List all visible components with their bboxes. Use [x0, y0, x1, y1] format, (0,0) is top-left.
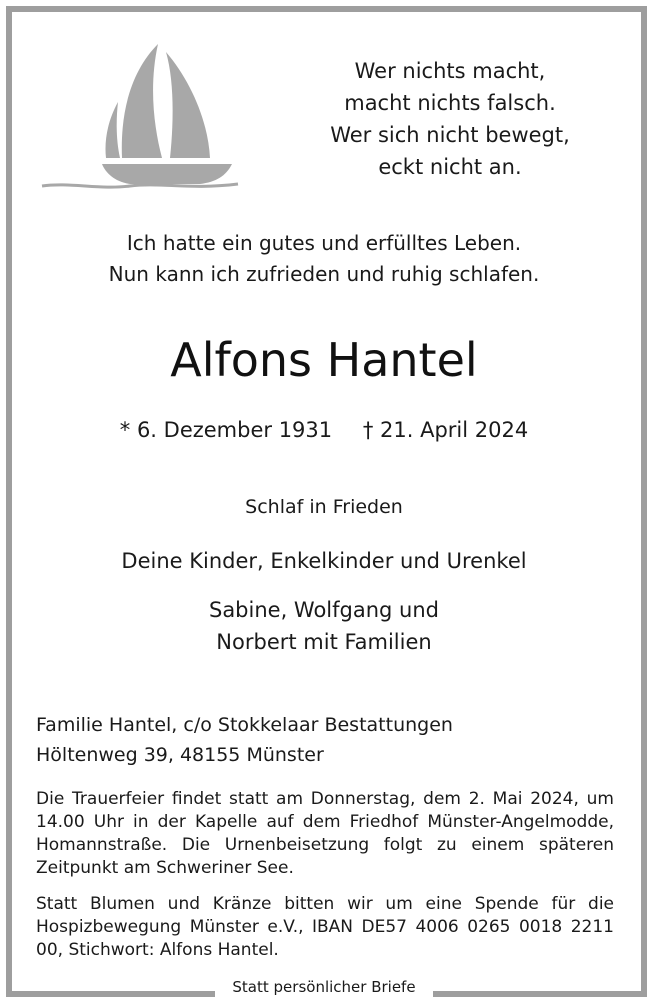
verse-line: Ich hatte ein gutes und erfülltes Leben.: [126, 231, 522, 255]
donation-notice: Statt Blumen und Kränze bitten wir um eine Spende für die Hospizbewegung Münster e.V., IBAN DE57 4006 0265 0018 2211 00, Stichwort: Alfons Hantel.: [36, 894, 614, 960]
farewell-text: Schlaf in Frieden: [245, 496, 403, 518]
mourners-names: [0, 594, 648, 658]
contact-address: [36, 710, 616, 770]
quote-line: macht nichts falsch.: [344, 91, 556, 115]
death-date: † 21. April 2024: [362, 418, 529, 442]
mourners-family: Deine Kinder, Enkelkinder und Urenkel: [121, 549, 527, 573]
sailboat-icon: [40, 40, 240, 190]
ceremony-notice: Die Trauerfeier findet statt am Donnerstag, dem 2. Mai 2024, um 14.00 Uhr in der Kapelle auf dem Friedhof Münster-Angelmodde, Homannstraße. Die Urnenbeisetzung folgt zu einem späteren Zeitpunkt am Schweriner See.: [36, 789, 614, 878]
mourners-name-line: Sabine, Wolfgang und: [208, 598, 439, 622]
deceased-name: Alfons Hantel: [170, 333, 478, 387]
verse: [0, 228, 648, 290]
mourners-name-line: Norbert mit Familien: [216, 630, 432, 654]
birth-date: * 6. Dezember 1931: [119, 418, 333, 442]
quote-line: eckt nicht an.: [378, 155, 522, 179]
life-dates: [0, 415, 648, 445]
footer-label: Statt persönlicher Briefe: [215, 976, 433, 998]
quote-line: Wer sich nicht bewegt,: [330, 123, 570, 147]
contact-line: Höltenweg 39, 48155 Münster: [36, 744, 324, 766]
contact-line: Familie Hantel, c/o Stokkelaar Bestattungen: [36, 714, 453, 736]
quote: [300, 55, 600, 183]
quote-line: Wer nichts macht,: [354, 59, 546, 83]
verse-line: Nun kann ich zufrieden und ruhig schlafen.: [108, 262, 540, 286]
